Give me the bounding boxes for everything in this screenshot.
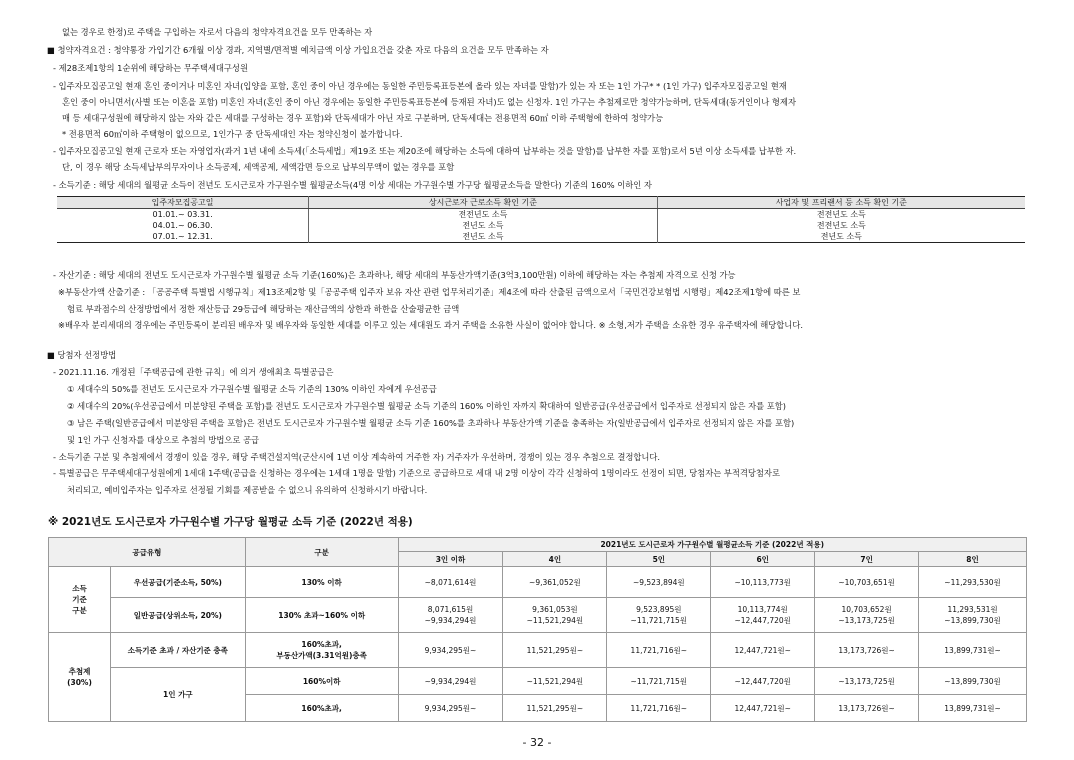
table-cell: 12,447,721원~ [711,633,815,668]
table-row [49,633,1027,668]
text-line: 없는 경우로 한정)로 주택을 구입하는 자로서 다음의 청약자격요건을 모두 만족하는 자 [62,27,373,37]
text-line: 험료 부과점수의 산정방법에서 정한 재산등급 29등급에 해당하는 재산금액의 상한과 하한을 산술평균한 금액 [67,304,460,314]
text-line: 단, 이 경우 해당 소득세납부의무자이나 소득공제, 세액공제, 세액감면 등으로 납부의무액이 없는 경우를 포함 [62,162,455,172]
table-cell: 9,934,295원~ [398,695,503,722]
row-group-label: 소득 기준 구분 [49,567,111,633]
table-cell: 1인 가구 [110,668,245,722]
table-header: 상시근로자 근로소득 확인 기준 [309,197,657,209]
table-cell: 13,173,726원~ [815,695,919,722]
table-cell: 160%초과, 부동산가액(3.31억원)충족 [245,633,398,668]
table-cell: 우선공급(기준소득, 50%) [110,567,245,598]
table-cell: 10,113,774원 ~12,447,720원 [711,598,815,633]
table-header: 5인 [607,552,711,567]
table-cell: 01.01.~ 03.31. [57,209,309,221]
table-cell: 07.01.~ 12.31. [57,231,309,243]
table-cell: 전년도 소득 [309,231,657,243]
table-cell: ~9,934,294원 [398,668,503,695]
table-cell: ~13,899,730원 [919,668,1027,695]
table-cell: ~10,703,651원 [815,567,919,598]
table-row [57,231,1025,243]
table-cell: 130% 초과~160% 이하 [245,598,398,633]
table-header: 사업자 및 프리랜서 등 소득 확인 기준 [657,197,1025,209]
table-row [49,567,1027,598]
table-cell: 11,721,716원~ [607,633,711,668]
text-line: - 소득기준 구분 및 추첨제에서 경쟁이 있을 경우, 해당 주택건설지역(군산시에 1년 이상 계속하여 거주한 자) 거주자가 우선하며, 경쟁이 있는 경우 추첨으로 결정합니다. [53,452,661,462]
table-cell: ~11,293,530원 [919,567,1027,598]
table-cell: 9,361,053원 ~11,521,294원 [503,598,607,633]
text-line: - 자산기준 : 해당 세대의 전년도 도시근로자 가구원수별 월평균 소득 기준(160%)은 초과하나, 해당 세대의 부동산가액기준(3억3,100만원) 이하에 해당하는 자는 추첨제 자격으로 신청 가능 [53,270,736,280]
table-cell: ~11,721,715원 [607,668,711,695]
table-header: 6인 [711,552,815,567]
table-cell: 13,899,731원~ [919,695,1027,722]
table-cell: 전년도 소득 [309,220,657,231]
table-cell: 11,721,716원~ [607,695,711,722]
table-cell: 11,293,531원 ~13,899,730원 [919,598,1027,633]
text-line: - 제28조제1항의 1순위에 해당하는 무주택세대구성원 [53,63,248,73]
text-line: - 2021.11.16. 개정된「주택공급에 관한 규칙」에 의거 생애최초 특별공급은 [53,367,334,377]
table-cell: 소득기준 초과 / 자산기준 충족 [110,633,245,668]
table-cell: 전년도 소득 [657,231,1025,243]
text-line: - 소득기준 : 해당 세대의 월평균 소득이 전년도 도시근로자 가구원수별 월평균소득(4명 이상 세대는 가구원수별 가구당 월평균소득을 말한다) 기준의 160% 이하인 자 [53,180,652,190]
text-line: - 입주자모집공고일 현재 혼인 중이거나 미혼인 자녀(입양을 포함, 혼인 중이 아닌 경우에는 동일한 주민등록표등본에 올라 있는 자녀를 말함)가 있는 자 또는 1인 가구* * (1인 가구) 입주자모집공고일 현재 [53,81,787,91]
table-cell: 13,899,731원~ [919,633,1027,668]
table-cell: 12,447,721원~ [711,695,815,722]
table-cell: 9,523,895원 ~11,721,715원 [607,598,711,633]
text-line: 및 1인 가구 신청자를 대상으로 추첨의 방법으로 공급 [67,435,260,445]
table-cell: 전전년도 소득 [657,209,1025,221]
text-line: - 특별공급은 무주택세대구성원에게 1세대 1주택(공급을 신청하는 경우에는 1세대 1명을 말함) 기준으로 공급하므로 세대 내 2명 이상이 각각 신청하여 1명이라도 선정이 되면, 당첨자는 부적격당첨자로 [53,468,780,478]
text-line: ※배우자 분리세대의 경우에는 주민등록이 분리된 배우자 및 배우자와 동일한 세대를 이루고 있는 세대원도 과거 주택을 소유한 사실이 없어야 합니다. ※ 소형,저가 주택을 소유한 경우 유주택자에 해당합니다. [58,320,803,330]
text-line: ■ 청약자격요건 : 청약통장 가입기간 6개월 이상 경과, 지역별/면적별 예치금액 이상 가입요건을 갖춘 자로 다음의 요건을 모두 만족하는 자 [47,45,549,55]
table-cell: 11,521,295원~ [503,695,607,722]
section-title: ※ 2021년도 도시근로자 가구원수별 가구당 월평균 소득 기준 (2022년 적용) [48,516,413,528]
table-cell: ~9,361,052원 [503,567,607,598]
table-row [57,209,1025,221]
table-header: 입주자모집공고일 [57,197,309,209]
table-cell: ~9,523,894원 [607,567,711,598]
text-line: ② 세대수의 20%(우선공급에서 미분양된 주택을 포함)를 전년도 도시근로자 가구원수별 월평균 소득 기준의 160% 이하인 자까지 확대하여 일반공급(우선공급에서 입주자로 선정되지 않은 자를 포함) [67,401,787,411]
table-cell: 04.01.~ 06.30. [57,220,309,231]
page-number: - 32 - [522,736,552,749]
table-row [49,598,1027,633]
row-group-label: 추첨제 (30%) [49,633,111,722]
table-cell: 160%이하 [245,668,398,695]
table-cell: 130% 이하 [245,567,398,598]
table-row [57,220,1025,231]
text-line: 처리되고, 예비입주자는 입주자로 선정될 기회를 제공받을 수 없으니 유의하여 신청하시기 바랍니다. [67,485,428,495]
table-header: 8인 [919,552,1027,567]
table-cell: 9,934,295원~ [398,633,503,668]
table-row [49,668,1027,695]
text-line: ① 세대수의 50%를 전년도 도시근로자 가구원수별 월평균 소득 기준의 130% 이하인 자에게 우선공급 [67,384,437,394]
table-cell: 13,173,726원~ [815,633,919,668]
table-cell: 8,071,615원 ~9,934,294원 [398,598,503,633]
table-cell: 전전년도 소득 [309,209,657,221]
table-cell: ~8,071,614원 [398,567,503,598]
table-cell: ~11,521,294원 [503,668,607,695]
table-cell: 일반공급(상위소득, 20%) [110,598,245,633]
table-header: 7인 [815,552,919,567]
text-line: - 입주자모집공고일 현재 근로자 또는 자영업자(과거 1년 내에 소득세(「소득세법」제19조 또는 제20조에 해당하는 소득에 대하여 납부하는 것을 말함)를 납부한 자를 포함)로서 5년 이상 소득세를 납부한 자. [53,146,797,156]
table-header: 구분 [245,538,398,567]
table-cell: ~13,173,725원 [815,668,919,695]
text-line: ※부동산가액 산출기준 : 「공공주택 특별법 시행규칙」제13조제2항 및「공공주택 입주자 보유 자산 관련 업무처리기준」제4조에 따라 산출된 금액으로서「국민건강보험법 시행령」제42조제1항에 따른 보 [58,287,801,297]
text-line: 매 등 세대구성원에 해당하지 않는 자와 같은 세대를 구성하는 경우 포함)와 단독세대가 아닌 자로 구분하며, 단독세대는 전용면적 60㎡ 이하 주택형에 한하여 청약가능 [62,113,664,123]
text-line: 혼인 중이 아니면서(사별 또는 이혼을 포함) 미혼인 자녀(혼인 중이 아닌 경우에는 동일한 주민등록표등본에 등재된 자녀)도 없는 신청자. 1인 가구는 추첨제로만 청약가능하며, 단독세대(동거인이나 형제자 [62,97,796,107]
table-cell: 11,521,295원~ [503,633,607,668]
income-period-table [57,196,1025,243]
table-header: 3인 이하 [398,552,503,567]
table-header: 2021년도 도시근로자 가구원수별 월평균소득 기준 (2022년 적용) [398,538,1026,552]
text-line: * 전용면적 60㎡이하 주택형이 없으므로, 1인가구 중 단독세대인 자는 청약신청이 불가합니다. [62,129,403,139]
table-header: 4인 [503,552,607,567]
table-cell: 10,703,652원 ~13,173,725원 [815,598,919,633]
text-line: ③ 남은 주택(일반공급에서 미분양된 주택을 포함)은 전년도 도시근로자 가구원수별 월평균 소득 기준 160%를 초과하나 부동산가액 기준을 충족하는 자(일반공급에서 입주자로 선정되지 않은 자를 포함) [67,418,795,428]
table-cell: 160%초과, [245,695,398,722]
income-standard-table [48,537,1027,722]
table-cell: ~10,113,773원 [711,567,815,598]
text-line: ■ 당첨자 선정방법 [47,350,117,360]
table-cell: ~12,447,720원 [711,668,815,695]
table-cell: 전전년도 소득 [657,220,1025,231]
table-header: 공급유형 [49,538,246,567]
